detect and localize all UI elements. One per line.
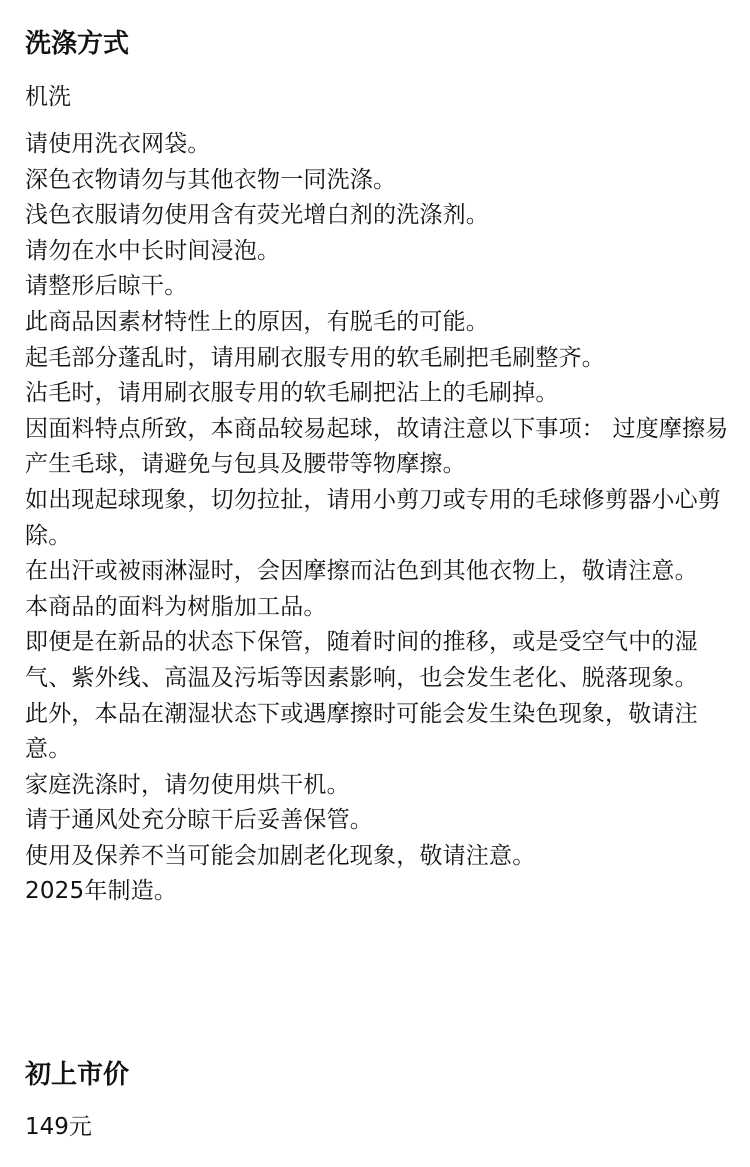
care-note: 使用及保养不当可能会加剧老化现象，敬请注意。 (25, 842, 536, 869)
care-note: 请勿在水中长时间浸泡。 (25, 237, 281, 264)
washing-method-value: 机洗 (25, 84, 71, 110)
launch-price-value: 149元 (25, 1114, 92, 1140)
care-note: 请使用洗衣网袋。 (25, 131, 211, 157)
care-note: 2025年制造。 (25, 878, 178, 905)
care-note: 浅色衣服请勿使用含有荧光增白剂的洗涤剂。 (25, 202, 489, 229)
care-note: 请整形后晾干。 (25, 273, 188, 300)
care-note: 深色衣物请勿与其他衣物一同洗涤。 (25, 166, 397, 193)
care-note: 此外，本品在潮湿状态下或遇摩擦时可能会发生染色现象，敬请注意。 (25, 700, 698, 763)
care-note: 此商品因素材特性上的原因，有脱毛的可能。 (25, 308, 489, 335)
care-note: 因面料特点所致，本商品较易起球，故请注意以下事项： 过度摩擦易产生毛球，请避免与包具及腰带等物摩擦。 (25, 415, 729, 478)
care-note: 本商品的面料为树脂加工品。 (25, 593, 327, 620)
washing-method-title: 洗涤方式 (25, 29, 130, 59)
care-note: 沾毛时，请用刷衣服专用的软毛刷把沾上的毛刷掉。 (25, 380, 559, 407)
care-notes-list (25, 127, 730, 910)
launch-price-title: 初上市价 (25, 1060, 130, 1090)
care-note: 家庭洗涤时，请勿使用烘干机。 (25, 771, 350, 798)
care-note: 在出汗或被雨淋湿时，会因摩擦而沾色到其他衣物上，敬请注意。 (25, 558, 698, 585)
care-note: 如出现起球现象，切勿拉扯，请用小剪刀或专用的毛球修剪器小心剪除。 (25, 486, 721, 549)
care-note: 即便是在新品的状态下保管，随着时间的推移，或是受空气中的湿气、紫外线、高温及污垢等因素影响，也会发生老化、脱落现象。 (25, 629, 698, 691)
care-note: 请于通风处充分晾干后妥善保管。 (25, 807, 373, 834)
care-note: 起毛部分蓬乱时，请用刷衣服专用的软毛刷把毛刷整齐。 (25, 344, 605, 371)
